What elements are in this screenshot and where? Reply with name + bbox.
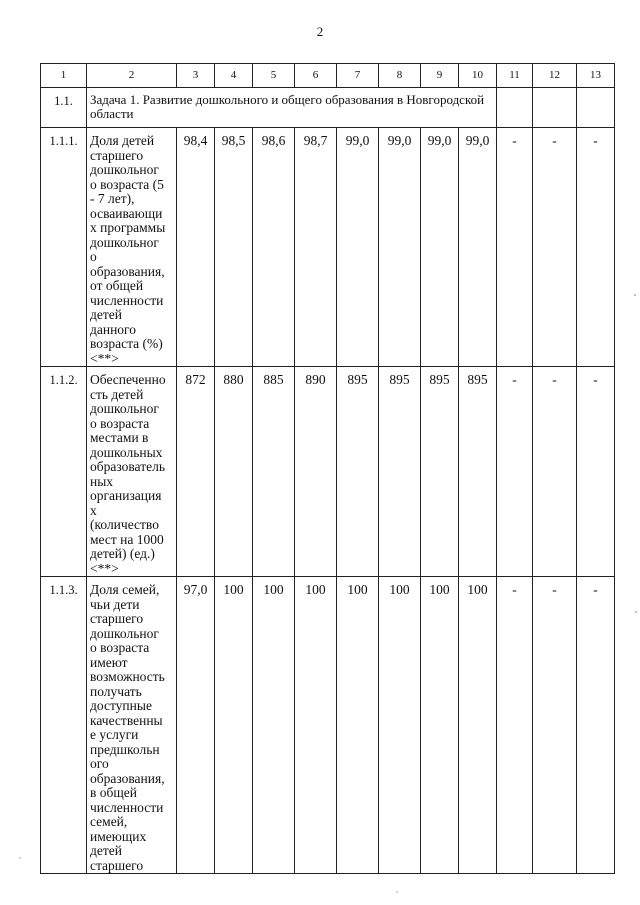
column-number-8: 8 bbox=[379, 64, 421, 88]
description-line: детей bbox=[90, 307, 122, 322]
indicator-value: 100 bbox=[295, 577, 337, 874]
indicator-value: 895 bbox=[337, 367, 379, 577]
description-line: Обеспеченно bbox=[90, 372, 166, 387]
description-line: сть детей bbox=[90, 386, 144, 402]
description-line: имеющих bbox=[90, 828, 147, 844]
description-line: ных bbox=[90, 473, 114, 489]
indicator-value: 98,6 bbox=[253, 128, 295, 367]
description-line: - 7 лет), bbox=[90, 191, 135, 206]
description-line: дошкольног bbox=[90, 162, 159, 177]
description-line: осваивающи bbox=[90, 205, 163, 221]
description-line: образования, bbox=[90, 770, 165, 786]
indicator-value: 99,0 bbox=[421, 128, 459, 367]
description-line: дошкольног bbox=[90, 234, 159, 250]
description-line: данного bbox=[90, 321, 137, 337]
description-line: численности bbox=[90, 292, 164, 308]
indicator-value: 100 bbox=[337, 577, 379, 874]
indicator-value: 99,0 bbox=[337, 128, 379, 367]
description-line: мест на 1000 bbox=[90, 531, 164, 547]
column-number-1: 1 bbox=[41, 64, 87, 88]
indicator-value: 895 bbox=[379, 367, 421, 577]
description-line: старшего bbox=[90, 857, 144, 873]
indicator-value: 98,4 bbox=[177, 128, 215, 367]
description-line: качественны bbox=[90, 712, 163, 728]
column-number-2: 2 bbox=[87, 64, 177, 88]
indicator-value: - bbox=[497, 367, 533, 577]
column-number-4: 4 bbox=[215, 64, 253, 88]
indicator-value: 890 bbox=[295, 367, 337, 577]
description-line: детей) (ед.) bbox=[90, 546, 155, 561]
indicator-id: 1.1.1. bbox=[41, 128, 87, 367]
description-line: организация bbox=[90, 488, 162, 503]
column-number-6: 6 bbox=[295, 64, 337, 88]
description-line: дошкольног bbox=[90, 625, 159, 641]
indicator-value: - bbox=[533, 577, 577, 874]
indicator-value: 895 bbox=[421, 367, 459, 577]
description-line: о возраста (5 bbox=[90, 176, 164, 192]
indicator-value: 100 bbox=[379, 577, 421, 874]
description-line: возраста (%) bbox=[90, 336, 163, 351]
indicator-value: 885 bbox=[253, 367, 295, 577]
indicator-value: - bbox=[577, 128, 615, 367]
description-line: о возраста bbox=[90, 640, 150, 655]
column-number-12: 12 bbox=[533, 64, 577, 88]
description-line: возможность bbox=[90, 669, 165, 684]
indicator-value: 99,0 bbox=[379, 128, 421, 367]
indicator-value: - bbox=[577, 577, 615, 874]
indicator-value: 100 bbox=[459, 577, 497, 874]
description-line: (количество bbox=[90, 517, 159, 532]
indicator-value: 98,5 bbox=[215, 128, 253, 367]
description-line: доступные bbox=[90, 698, 152, 713]
indicator-value: 100 bbox=[421, 577, 459, 874]
description-line: <**> bbox=[90, 350, 119, 366]
column-number-7: 7 bbox=[337, 64, 379, 88]
indicator-value: 872 bbox=[177, 367, 215, 577]
indicator-value: - bbox=[577, 367, 615, 577]
indicator-value: 99,0 bbox=[459, 128, 497, 367]
indicator-value: 100 bbox=[215, 577, 253, 874]
description-line: дошкольног bbox=[90, 401, 159, 416]
indicator-value: 97,0 bbox=[177, 577, 215, 874]
column-number-13: 13 bbox=[577, 64, 615, 88]
description-line: численности bbox=[90, 799, 164, 815]
column-number-10: 10 bbox=[459, 64, 497, 88]
page-number: 2 bbox=[316, 24, 324, 39]
description-line: детей bbox=[90, 843, 122, 858]
description-line: <**> bbox=[90, 560, 119, 576]
description-line: старшего bbox=[90, 611, 144, 626]
task-id: 1.1. bbox=[41, 88, 87, 128]
column-number-11: 11 bbox=[497, 64, 533, 88]
indicator-value: - bbox=[533, 367, 577, 577]
description-line: х программы bbox=[90, 220, 166, 235]
description-line: старшего bbox=[90, 147, 144, 163]
description-line: в общей bbox=[90, 785, 137, 800]
column-number-9: 9 bbox=[421, 64, 459, 88]
description-line: от общей bbox=[90, 278, 144, 293]
description-line: х bbox=[90, 502, 97, 518]
description-line: дошкольных bbox=[90, 444, 163, 460]
description-line: семей, bbox=[90, 814, 128, 829]
description-line: местами в bbox=[90, 430, 149, 445]
indicator-value: - bbox=[497, 128, 533, 367]
description-line: образования, bbox=[90, 263, 165, 279]
column-number-5: 5 bbox=[253, 64, 295, 88]
indicator-value: 98,7 bbox=[295, 128, 337, 367]
description-line: имеют bbox=[90, 654, 128, 670]
indicator-value: 880 bbox=[215, 367, 253, 577]
description-line: е услуги bbox=[90, 727, 139, 742]
task-title: Задача 1. Развитие дошкольного и общего образования в Новгородской области bbox=[87, 88, 497, 128]
indicator-id: 1.1.3. bbox=[41, 577, 87, 874]
description-line: Доля детей bbox=[90, 133, 155, 148]
indicator-value: - bbox=[497, 577, 533, 874]
description-line: чьи дети bbox=[90, 596, 140, 612]
indicator-value: - bbox=[533, 128, 577, 367]
indicator-id: 1.1.2. bbox=[41, 367, 87, 577]
description-line: предшкольн bbox=[90, 741, 160, 757]
column-number-3: 3 bbox=[177, 64, 215, 88]
description-line: образователь bbox=[90, 459, 165, 474]
indicator-value: 895 bbox=[459, 367, 497, 577]
description-line: Доля семей, bbox=[90, 582, 160, 597]
description-line: ого bbox=[90, 756, 109, 771]
description-line: получать bbox=[90, 683, 142, 699]
description-line: о bbox=[90, 249, 97, 264]
indicator-value: 100 bbox=[253, 577, 295, 874]
description-line: о возраста bbox=[90, 415, 150, 431]
